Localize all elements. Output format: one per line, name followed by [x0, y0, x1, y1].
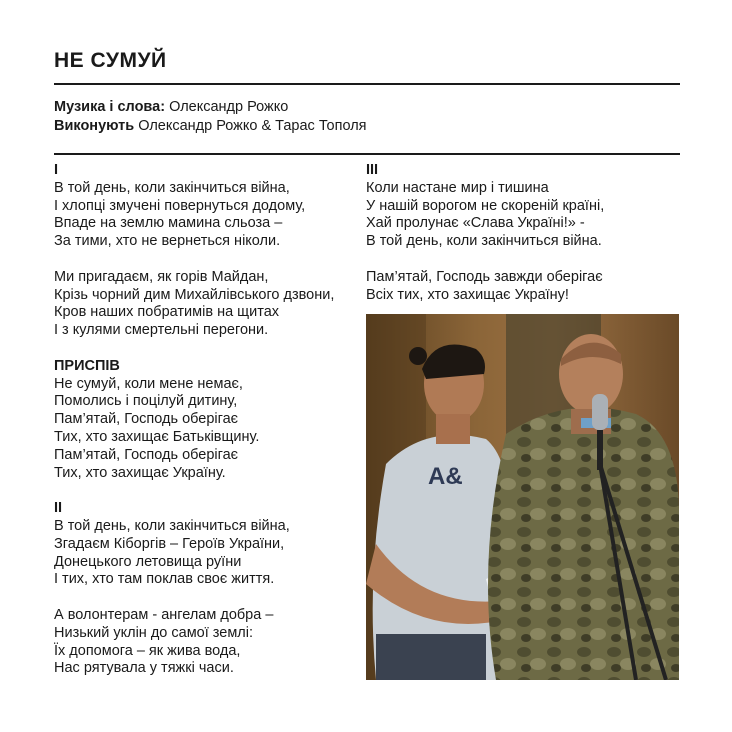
lyric-line: А волонтерам - ангелам добра – [54, 606, 274, 623]
lyric-line: В той день, коли закінчиться війна, [54, 517, 290, 534]
lyric-line: Помолись і поцілуй дитину, [54, 393, 238, 410]
verse-1-heading: I [54, 162, 59, 178]
lyric-line: Пам’ятай, Господь оберігає [54, 411, 239, 428]
verse-3-heading: III [366, 162, 379, 178]
lyric-line: І з кулями смертельні перегони. [54, 322, 269, 339]
photo-illustration [366, 314, 679, 680]
lyric-line: Тих, хто захищає Україну. [54, 464, 226, 481]
lyric-line: Всіх тих, хто захищає Україну! [366, 286, 569, 303]
lyric-line: Їх допомога – як жива вода, [54, 642, 241, 659]
lyric-line: Не сумуй, коли мене немає, [54, 375, 243, 392]
lyrics-right-column [366, 162, 680, 304]
lyric-line: Хай пролунає «Слава Україні!» - [366, 215, 585, 232]
lyric-line: І хлопці змучені повернуться додому, [54, 197, 306, 214]
song-title: НЕ СУМУЙ [54, 49, 167, 72]
shirt-print: A& [428, 463, 463, 490]
lyric-line: В той день, коли закінчиться війна, [54, 179, 290, 196]
lyric-line: Донецького летовища руїни [54, 553, 242, 570]
lyric-line: Тих, хто захищає Батьківщину. [54, 428, 260, 445]
lyric-line: І тих, хто там поклав своє життя. [54, 571, 275, 588]
lyric-line: У нашій ворогом не скореній країні, [366, 197, 605, 214]
credit-performers [54, 117, 367, 136]
performers-label: Виконують [54, 118, 135, 134]
lyric-line: Пам’ятай, Господь завжди оберігає [366, 268, 603, 285]
credit-music [54, 98, 367, 117]
music-value: Олександр Рожко [169, 99, 289, 115]
divider-top [54, 83, 680, 85]
credits [54, 98, 367, 136]
verse-2-heading: II [54, 500, 63, 517]
divider-bottom [54, 153, 680, 155]
lyric-line: За тими, хто не вернеться ніколи. [54, 233, 281, 250]
lyric-line: Низький уклін до самої землі: [54, 624, 254, 641]
lyric-line: Ми пригадаєм, як горів Майдан, [54, 268, 269, 285]
lyric-line: Крізь чорний дим Михайлівського дзвони, [54, 286, 335, 303]
lyric-line: Впаде на землю мамина сльоза – [54, 215, 283, 232]
lyrics-left-column [54, 162, 354, 678]
lyric-line: Пам’ятай, Господь оберігає [54, 446, 239, 463]
chorus-heading: ПРИСПІВ [54, 357, 120, 374]
lyric-line: Згадаєм Кіборгів – Героїв України, [54, 535, 285, 552]
performers-photo [366, 314, 679, 680]
lyric-line: Коли настане мир і тишина [366, 179, 549, 196]
lyric-line: Нас рятувала у тяжкі часи. [54, 660, 234, 677]
music-label: Музика і слова: [54, 99, 166, 115]
lyric-line: В той день, коли закінчиться війна. [366, 233, 602, 250]
performers-value: Олександр Рожко & Тарас Тополя [138, 118, 367, 134]
lyric-line: Кров наших побратимів на щитах [54, 304, 280, 321]
